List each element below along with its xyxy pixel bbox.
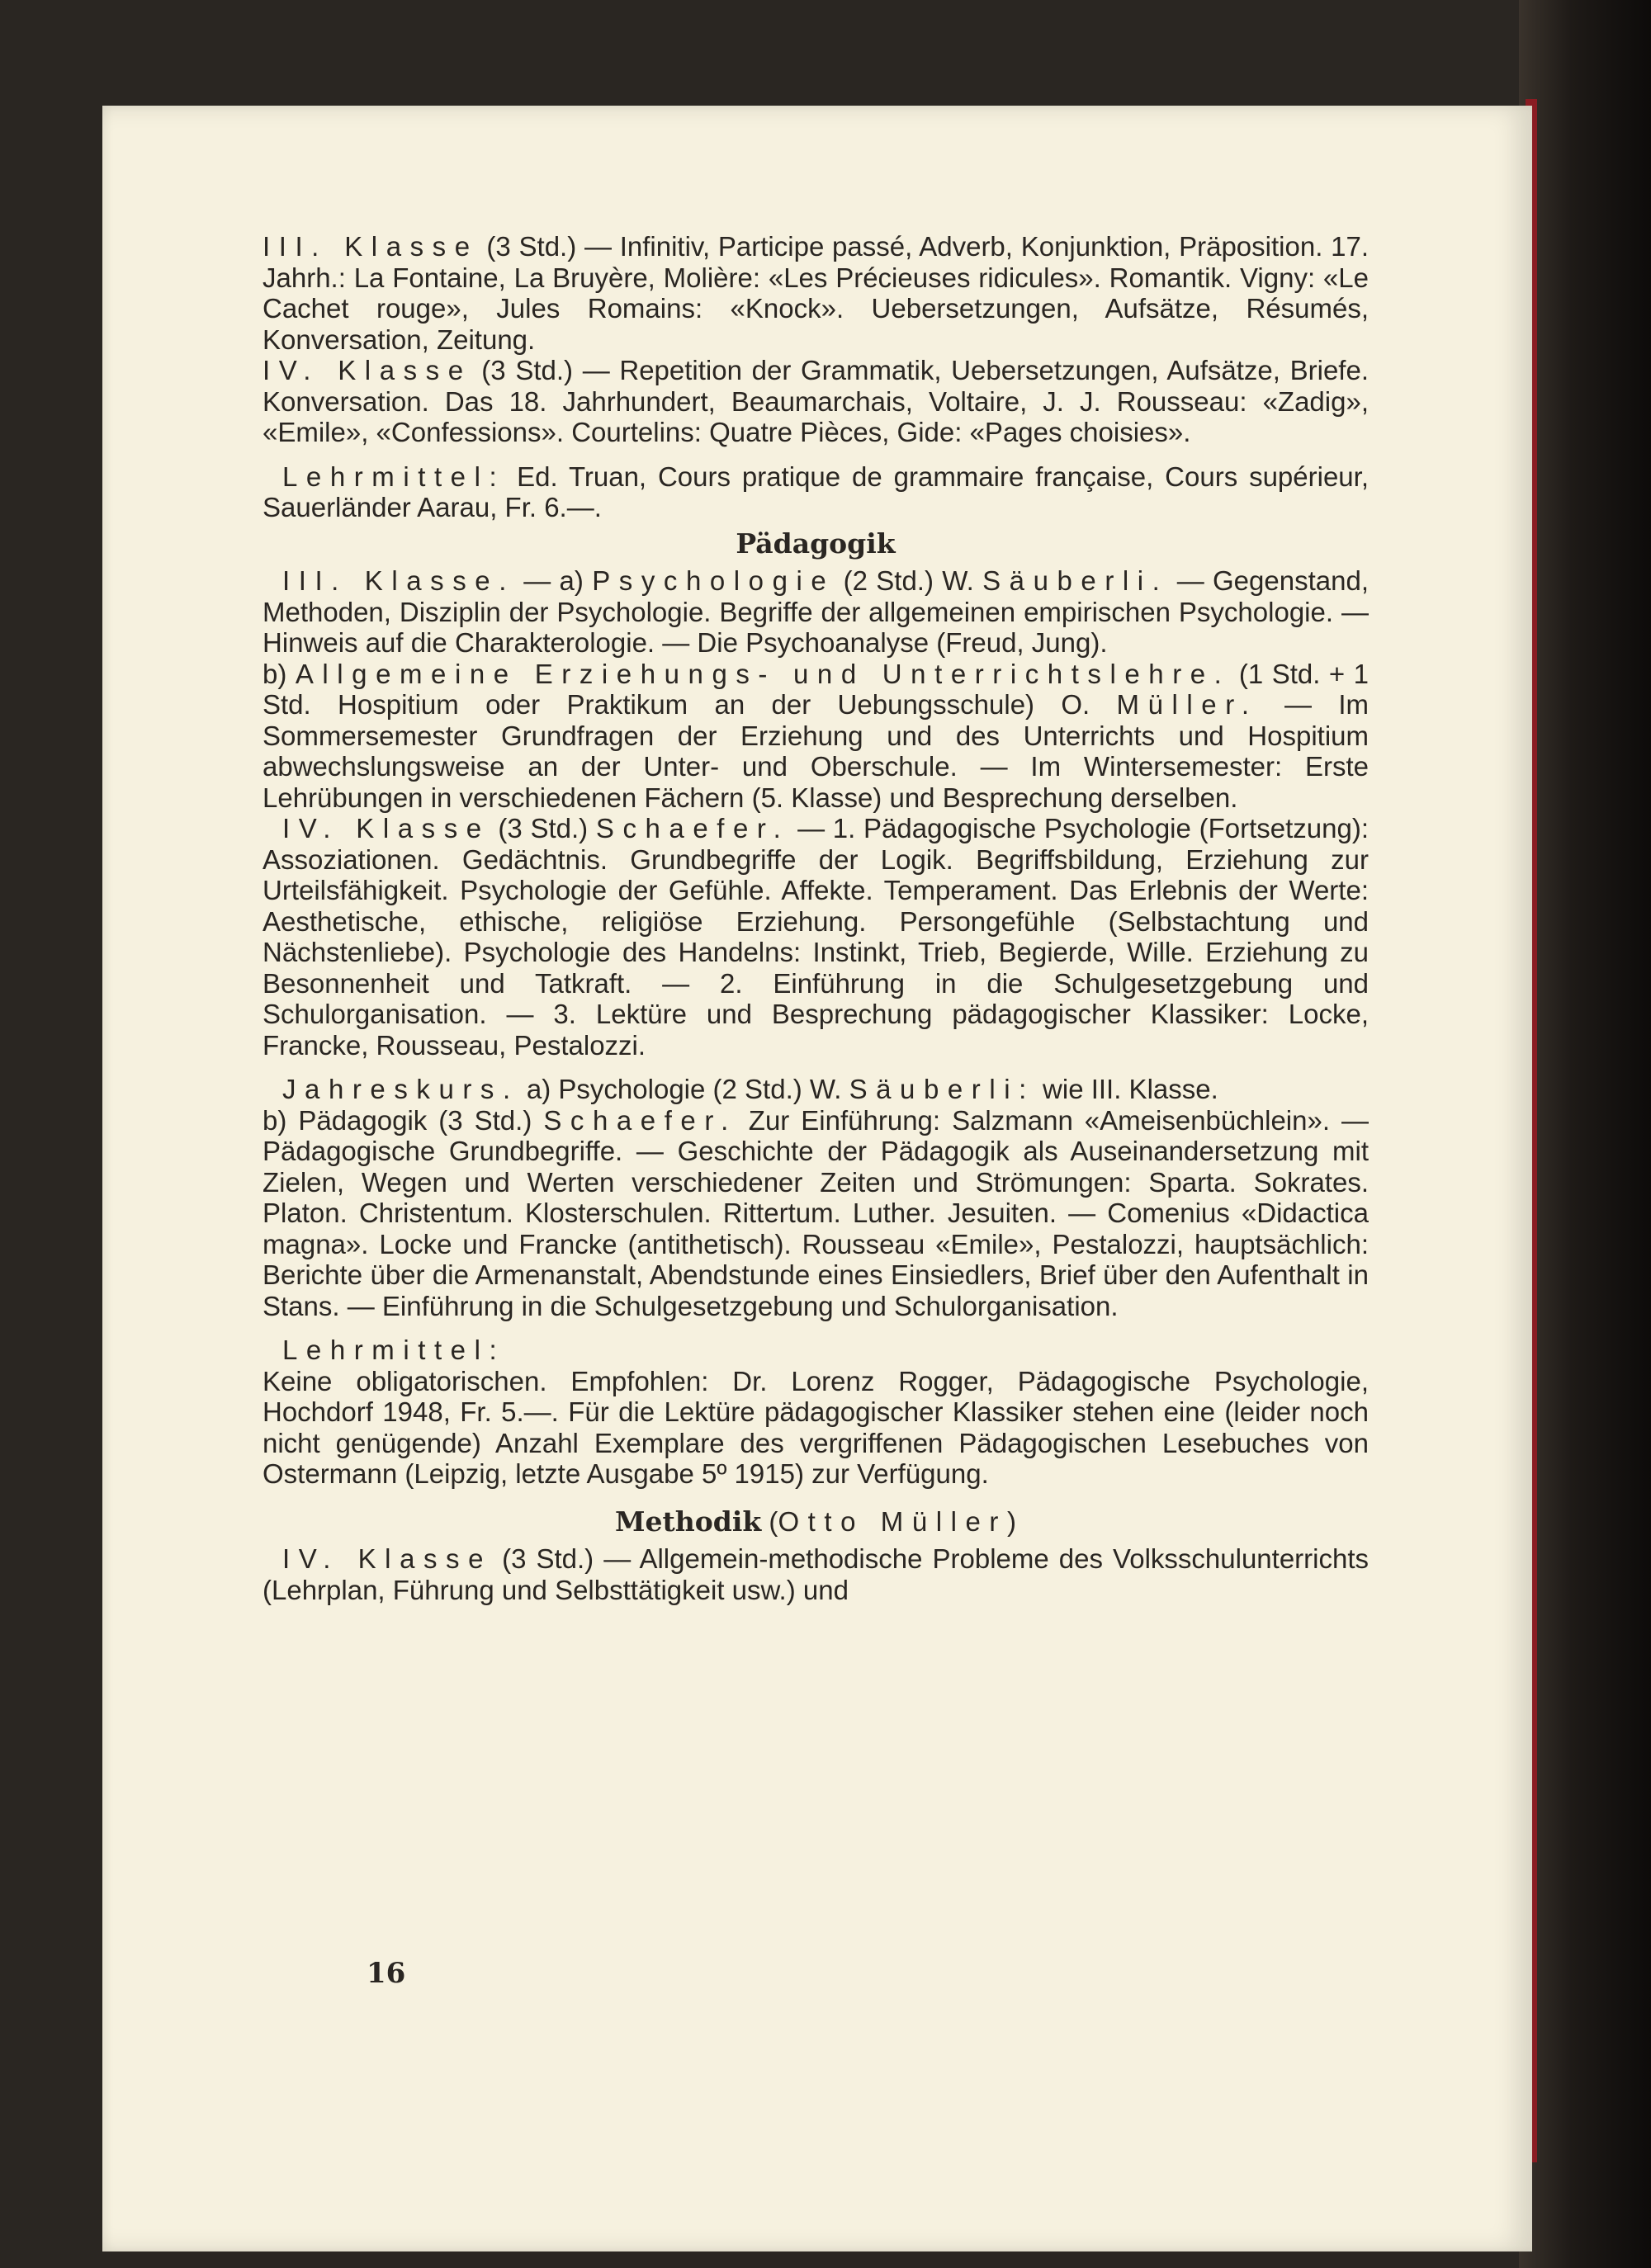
- paragraph-franz-klasse-4: IV. Klasse (3 Std.) — Repetition der Grammatik, Uebersetzungen, Aufsätze, Briefe. Konversation. Das 18. Jahrhundert, Beaumarchais, Voltaire, J. J. Rousseau: «Zadig», «Emile», «Confessions». Courtelins: Quatre Pièces, Gide: «Pages choisies».: [263, 355, 1369, 447]
- paragraph-paed-klasse-3: III. Klasse. — a) Psychologie (2 Std.) W. Säuberli. — Gegenstand, Methoden, Disziplin der Psychologie. Begriffe der allgemeinen empirischen Psychologie. — Hinweis auf die Charakterologie. — Die Psychoanalyse (Freud, Jung).: [263, 565, 1369, 658]
- paragraph-paed-klasse-4: IV. Klasse (3 Std.) Schaefer. — 1. Pädagogische Psychologie (Fortsetzung): Assoziationen. Gedächtnis. Grundbegriffe der Logik. Begriffsbildung, Erziehung zur Urteilsfähigkeit. Psychologie der Gefühle. Affekte. Temperament. Das Erlebnis der Werte: Aesthetische, ethische, religiöse Erziehung. Persongefühle (Selbstachtung und Nächstenliebe). Psychologie des Handelns: Instinkt, Trieb, Begierde, Wille. Erziehung zu Besonnenheit und Tatkraft. — 2. Einführung in die Schulgesetzgebung und Schulorganisation. — 3. Lektüre und Besprechung pädagogischer Klassiker: Locke, Francke, Rousseau, Pestalozzi.: [263, 813, 1369, 1061]
- paragraph-lehrmittel-paed: Keine obligatorischen. Empfohlen: Dr. Lorenz Rogger, Pädagogische Psychologie, Hochdorf 1948, Fr. 5.—. Für die Lektüre pädagogischer Klassiker stehen eine (leider noch nicht genügende) Anzahl Exemplare des vergriffenen Pädagogischen Lesebuches von Ostermann (Leipzig, letzte Ausgabe 5º 1915) zur Verfügung.: [263, 1365, 1369, 1489]
- heading-methodik: Methodik (Otto Müller): [615, 1505, 1016, 1538]
- page-text: [263, 231, 1369, 1605]
- paragraph-lehrmittel-franz: Lehrmittel: Ed. Truan, Cours pratique de grammaire française, Cours supérieur, Sauerländer Aarau, Fr. 6.—.: [263, 461, 1369, 522]
- page-number: 16: [367, 1957, 406, 1990]
- paragraph-jahreskurs: Jahreskurs. a) Psychologie (2 Std.) W. Säuberli: wie III. Klasse.: [282, 1074, 1218, 1104]
- paragraph-lehrmittel-paed-label: Lehrmittel:: [282, 1335, 506, 1365]
- paragraph-methodik-klasse-4: IV. Klasse (3 Std.) — Allgemein-methodische Probleme des Volksschulunterrichts (Lehrplan, Führung und Selbsttätigkeit usw.) und: [263, 1543, 1370, 1605]
- paragraph-franz-klasse-3: III. Klasse (3 Std.) — Infinitiv, Participe passé, Adverb, Konjunktion, Präposition. 17. Jahrh.: La Fontaine, La Bruyère, Molière: «Les Précieuses ridicules». Romantik. Vigny: «Le Cachet rouge», Jules Romains: «Knock». Uebersetzungen, Aufsätze, Résumés, Konversation, Zeitung.: [263, 231, 1370, 355]
- book-spine: [1519, 0, 1651, 2268]
- paragraph-paedagogik-b: b) Pädagogik (3 Std.) Schaefer. Zur Einführung: Salzmann «Ameisenbüchlein». — Pädagogische Grundbegriffe. — Geschichte der Pädagogik als Auseinandersetzung mit Zielen, Wegen und Werten verschiedener Zeiten und Strömungen: Sparta. Sokrates. Platon. Christentum. Klosterschulen. Rittertum. Luther. Jesuiten. — Comenius «Didactica magna». Locke und Francke (antithetisch). Rousseau «Emile», Pestalozzi, hauptsächlich: Berichte über die Armenanstalt, Abendstunde eines Einsiedlers, Brief über den Aufenthalt in Stans. — Einführung in die Schulgesetzgebung und Schulorganisation.: [263, 1104, 1369, 1321]
- paragraph-allgemeine-erziehung: b) Allgemeine Erziehungs- und Unterrichtslehre. (1 Std. + 1 Std. Hospitium oder Praktikum an der Uebungsschule) O. Müller. — Im Sommersemester Grundfragen der Erziehung und des Unterrichts und Hospitium abwechslungsweise an der Unter- und Oberschule. — Im Wintersemester: Erste Lehrübungen in verschiedenen Fächern (5. Klasse) und Besprechung derselben.: [263, 658, 1369, 813]
- heading-paedagogik: Pädagogik: [736, 527, 896, 560]
